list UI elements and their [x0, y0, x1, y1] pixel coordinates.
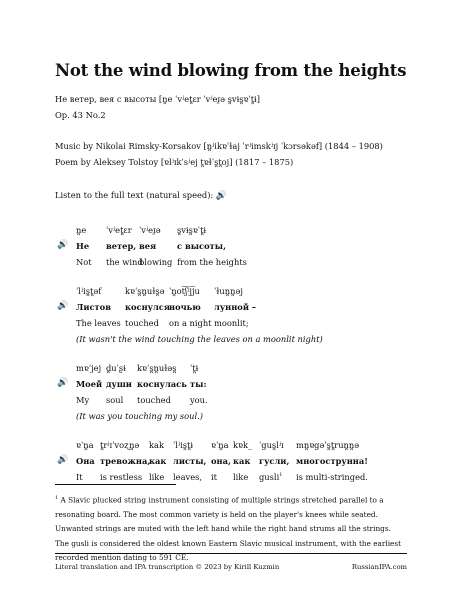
english-word: gusli [259, 472, 280, 482]
english-word: blowing [139, 257, 173, 267]
english-word: you. [190, 395, 208, 405]
english-word: the wind [106, 257, 143, 267]
russian-word: ветер, [106, 241, 137, 251]
ipa-word: s̪vɨs̪ɐˈt̪ɨ [177, 225, 207, 235]
ipa-word: ɐˈn̪a [211, 440, 229, 450]
ipa-word: kɐˈs̪n̪uɫs̪ə [125, 286, 165, 296]
russian-word: души [106, 379, 132, 389]
ipa-word: mɐˈjej [76, 363, 102, 373]
russian-word: Не [76, 241, 90, 251]
english-word: on a night [169, 318, 212, 328]
footnote-marker: 1 [55, 495, 59, 501]
ipa-word: n̪e [76, 225, 87, 235]
ipa-word: ˈlʲis̪t̪əf [76, 286, 102, 296]
speaker-icon[interactable]: 🔊 [57, 240, 69, 250]
poem-credit: Poem by Aleksey Tolstoy [ɐlʲɪkˈsʲej t̪ɐɫˈs̪t̪oj] (1817 – 1875) [55, 157, 294, 167]
ipa-word: ɐˈn̪a [76, 440, 94, 450]
ipa-word: ˈvʲet̪ɛr [106, 225, 132, 235]
english-word: touched [125, 318, 159, 328]
ipa-word: kak [149, 440, 165, 450]
ipa-word: d̪uˈʂɨ [106, 363, 126, 373]
english-word: is multi-stringed. [296, 472, 368, 482]
russian-word: ночью [169, 302, 201, 312]
footnote-text: A Slavic plucked string instrument consisting of multiple strings stretched parallel to a resonating board. The most common variety is held on the player's knees while seated. Unwanted strings are muted with the left hand while the right hand strums all the strings. The gusli is considered the oldest known Eastern Slavic musical instrument, with the earliest recorded mention dating to 591 CE. [55, 495, 402, 563]
russian-word: Моей [76, 379, 103, 389]
ipa-word: ˈɫun̪n̪əj [214, 286, 243, 296]
footer-copyright: Literal translation and IPA transcription © 2023 by Kirill Kuzmin [55, 563, 280, 571]
translation-note: (It wasn't the wind touching the leaves on a moonlit night) [76, 334, 323, 344]
english-word: touched [137, 395, 171, 405]
english-word: My [76, 395, 90, 405]
ipa-word: mn̪ɐgəˈs̪t̪run̪n̪ə [296, 440, 360, 450]
footnote [55, 491, 405, 566]
ipa-word: kɐk_ [233, 440, 253, 450]
page-title: Not the wind blowing from the heights [55, 61, 407, 80]
russian-word: лунной – [214, 302, 257, 312]
english-word: It [76, 472, 83, 482]
ipa-word: t̪rʲɪˈvoʐn̪ə [100, 440, 140, 450]
speaker-icon[interactable]: 🔊 [57, 378, 69, 388]
english-word: is restless [100, 472, 143, 482]
russian-word: Листов [76, 302, 111, 312]
russian-word: коснулась [137, 379, 187, 389]
ipa-word: ˈvʲeɪ̯ə [139, 225, 161, 235]
ipa-word: ˈt̪ɨ [190, 363, 199, 373]
speaker-icon[interactable]: 🔊 [57, 301, 69, 311]
listen-full-text [55, 190, 227, 201]
russian-word: гусли, [259, 456, 290, 466]
russian-word: многострунна! [296, 456, 368, 466]
speaker-icon[interactable]: 🔊 [215, 191, 228, 201]
russian-word: с высоты, [177, 241, 226, 251]
english-word: it [211, 472, 217, 482]
music-credit: Music by Nikolai Rimsky-Korsakov [n̪ʲikɐˈɫaj ˈrʲimskʲɪj ˈkɔrsəkəf] (1844 – 1908) [55, 141, 383, 151]
russian-word: как [149, 456, 167, 466]
footnote-reference: 1 [279, 472, 283, 479]
listen-label: Listen to the full text (natural speed): [55, 190, 214, 200]
english-word: moonlit; [214, 318, 249, 328]
footer-divider [55, 553, 407, 554]
russian-word: ты: [190, 379, 207, 389]
english-word: The leaves [76, 318, 121, 328]
english-word: like [233, 472, 249, 482]
russian-word: тревожна, [100, 456, 151, 466]
english-word: leaves, [173, 472, 203, 482]
russian-word: она, [211, 456, 231, 466]
footer-site[interactable]: RussianIPA.com [351, 563, 407, 571]
english-word: like [149, 472, 165, 482]
english-word: soul [106, 395, 124, 405]
russian-word: коснулся [125, 302, 170, 312]
russian-word: вея [139, 241, 157, 251]
russian-word: листы, [173, 456, 207, 466]
footnote-divider [55, 484, 176, 485]
ipa-word: ˈlʲis̪t̪ɨ [173, 440, 194, 450]
opus-number: Op. 43 No.2 [55, 110, 106, 120]
english-word-with-footnote [259, 472, 282, 482]
english-word: Not [76, 257, 92, 267]
ipa-word: ˈgus̪lʲɪ [259, 440, 284, 450]
russian-word: Она [76, 456, 95, 466]
russian-word: как [233, 456, 251, 466]
ipa-word: kɐˈs̪n̪uɫəs̪ [137, 363, 177, 373]
subtitle-line: Не ветер, вея с высоты [n̪e ˈvʲet̪ɛr ˈvʲeɪ̯ə s̪vɨs̪ɐˈt̪ɨ] [55, 94, 260, 104]
translation-note: (It was you touching my soul.) [76, 411, 204, 421]
ipa-word: ˈn̪ot͡ʃʲj͡ju [169, 286, 200, 296]
english-word: from the heights [177, 257, 247, 267]
speaker-icon[interactable]: 🔊 [57, 455, 69, 465]
